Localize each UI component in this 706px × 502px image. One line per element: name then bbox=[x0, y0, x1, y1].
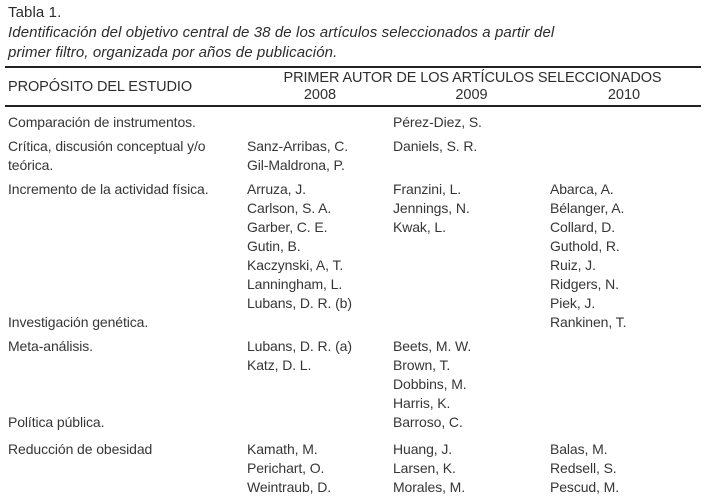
author-name: Harris, K. bbox=[393, 395, 451, 411]
author-name: Dobbins, M. bbox=[393, 376, 467, 392]
authors-cell-2008 bbox=[247, 137, 393, 175]
author-name: Bélanger, A. bbox=[550, 200, 625, 216]
authors-cell-2008 bbox=[247, 440, 393, 497]
authors-cell-2010 bbox=[550, 313, 698, 332]
authors-cell-2009 bbox=[393, 313, 550, 332]
table-row bbox=[8, 313, 698, 332]
table-row bbox=[8, 413, 698, 432]
author-name: Carlson, S. A. bbox=[247, 200, 332, 216]
table-body bbox=[8, 107, 698, 502]
authors-cell-2010 bbox=[550, 440, 698, 497]
author-name: Ruiz, J. bbox=[550, 257, 596, 273]
table-header-row bbox=[8, 68, 698, 105]
purpose-cell: Crítica, discusión conceptual y/o teórica. bbox=[8, 138, 206, 173]
author-name: Larsen, K. bbox=[393, 460, 456, 476]
table-caption bbox=[8, 3, 698, 63]
authors-cell-2010 bbox=[550, 180, 698, 313]
author-name: Jennings, N. bbox=[393, 200, 470, 216]
author-name: Balas, M. bbox=[550, 441, 608, 457]
author-name: Abarca, A. bbox=[550, 181, 614, 197]
author-name: Collard, D. bbox=[550, 219, 616, 235]
table-caption-description: Identificación del objetivo central de 38 de los artículos seleccionados a partir del primer filtro, organizada por años de publicación. bbox=[8, 24, 555, 61]
authors-cell-2009 bbox=[393, 113, 550, 132]
author-name: Perichart, O. bbox=[247, 460, 325, 476]
purpose-cell: Meta-análisis. bbox=[8, 338, 93, 354]
author-name: Redsell, S. bbox=[550, 460, 617, 476]
purpose-cell: Investigación genética. bbox=[8, 314, 149, 330]
author-name: Rankinen, T. bbox=[550, 314, 627, 330]
authors-cell-2010 bbox=[550, 113, 698, 132]
author-name: Piek, J. bbox=[550, 295, 596, 311]
authors-cell-2009 bbox=[393, 180, 550, 313]
purpose-cell: Reducción de obesidad bbox=[8, 441, 153, 457]
authors-cell-2009 bbox=[393, 337, 550, 413]
purpose-cell: Comparación de instrumentos. bbox=[8, 114, 196, 130]
author-name: Lubans, D. R. (a) bbox=[247, 338, 352, 354]
table-caption-label: Tabla 1. bbox=[8, 4, 62, 21]
column-group-authors bbox=[247, 70, 698, 104]
authors-cell-2008 bbox=[247, 313, 393, 332]
author-name: Morales, M. bbox=[393, 479, 466, 495]
author-name: Huang, J. bbox=[393, 441, 453, 457]
purpose-cell: Política pública. bbox=[8, 414, 105, 430]
author-name: Franzini, L. bbox=[393, 181, 462, 197]
author-name: Garber, C. E. bbox=[247, 219, 328, 235]
purpose-cell: Incremento de la actividad física. bbox=[8, 181, 209, 197]
author-name: Gutin, B. bbox=[247, 238, 301, 254]
column-header-purpose: PROPÓSITO DEL ESTUDIO bbox=[8, 78, 193, 95]
author-name: Lubans, D. R. (b) bbox=[247, 295, 352, 311]
table-row bbox=[8, 113, 698, 132]
author-name: Pérez-Diez, S. bbox=[393, 114, 482, 130]
table-row bbox=[8, 440, 698, 497]
author-name: Daniels, S. R. bbox=[393, 138, 478, 154]
author-name: Beets, M. W. bbox=[393, 338, 472, 354]
author-name: Barroso, C. bbox=[393, 414, 463, 430]
author-name: Katz, D. L. bbox=[247, 357, 312, 373]
authors-cell-2009 bbox=[393, 440, 550, 497]
author-name: Brown, T. bbox=[393, 357, 451, 373]
author-name: Weintraub, D. bbox=[247, 479, 332, 495]
author-name: Sanz-Arribas, C. bbox=[247, 138, 349, 154]
author-name: Pescud, M. bbox=[550, 479, 620, 495]
column-group-header-label: PRIMER AUTOR DE LOS ARTÍCULOS SELECCIONADOS bbox=[283, 70, 662, 86]
authors-cell-2008 bbox=[247, 180, 393, 313]
authors-cell-2008 bbox=[247, 113, 393, 132]
authors-cell-2010 bbox=[550, 137, 698, 175]
column-header-2008: 2008 bbox=[303, 87, 337, 103]
authors-cell-2010 bbox=[550, 337, 698, 413]
authors-cell-2008 bbox=[247, 337, 393, 413]
authors-cell-2009 bbox=[393, 413, 550, 432]
author-name: Arruza, J. bbox=[247, 181, 306, 197]
authors-cell-2010 bbox=[550, 413, 698, 432]
author-name: Guthold, R. bbox=[550, 238, 620, 254]
author-name: Kamath, M. bbox=[247, 441, 318, 457]
column-header-2009: 2009 bbox=[455, 87, 488, 103]
authors-cell-2008 bbox=[247, 413, 393, 432]
author-name: Kaczynski, A, T. bbox=[247, 257, 344, 273]
column-header-2010: 2010 bbox=[607, 87, 641, 103]
author-name: Ridgers, N. bbox=[550, 276, 619, 292]
author-name: Gil-Maldrona, P. bbox=[247, 157, 345, 173]
year-header-row bbox=[247, 87, 698, 104]
table-row bbox=[8, 137, 698, 175]
author-name: Lanningham, L. bbox=[247, 276, 343, 292]
authors-cell-2009 bbox=[393, 137, 550, 175]
table-row bbox=[8, 180, 698, 313]
author-name: Kwak, L. bbox=[393, 219, 446, 235]
table-row bbox=[8, 337, 698, 413]
